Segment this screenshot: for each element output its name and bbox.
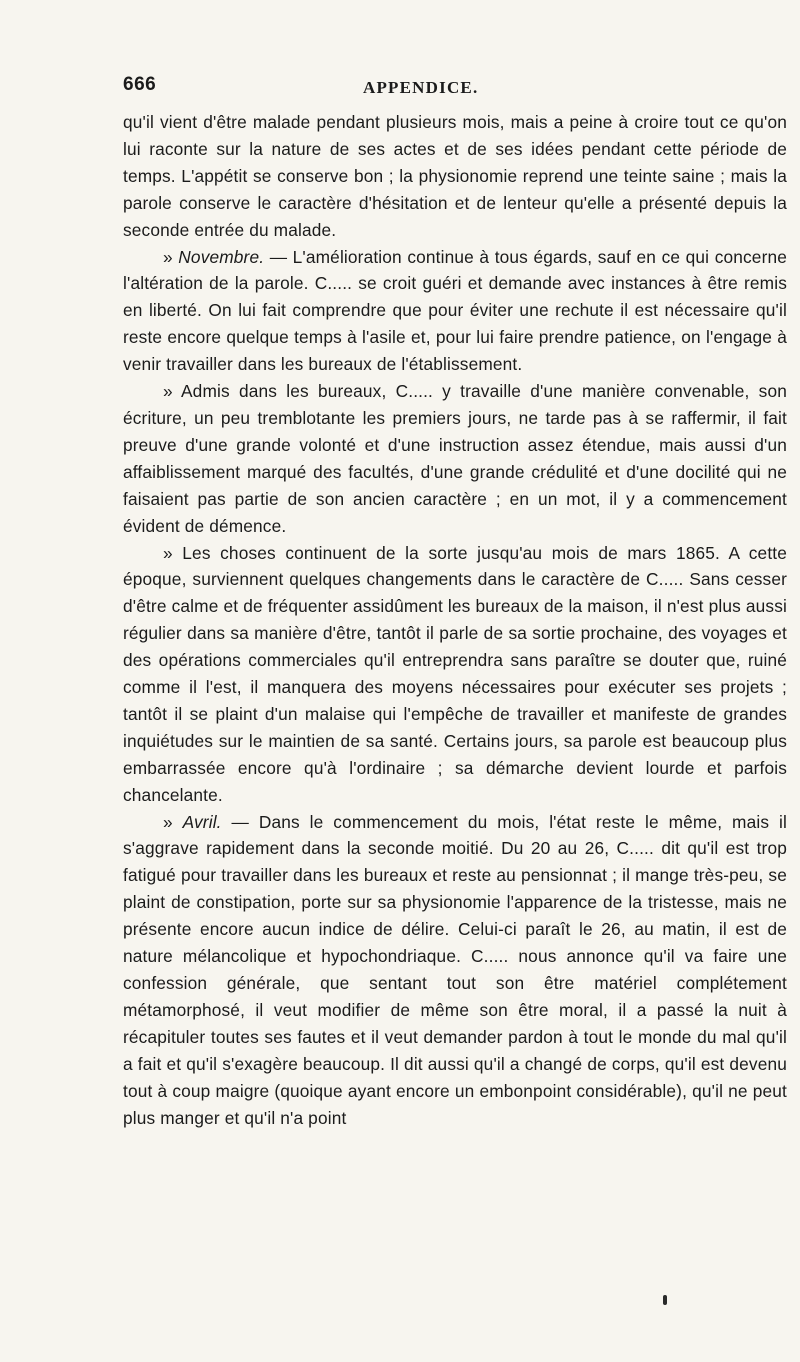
body-text	[123, 109, 787, 1131]
paragraph-2-lead: »	[163, 246, 179, 267]
ink-mark	[663, 1295, 667, 1305]
paragraph-1-text: qu'il vient d'être malade pendant plusieurs mois, mais a peine à croire tout ce qu'on lui raconte sur la nature de ses actes et de ses idées pendant cette période de temps. L'appétit se conserve bon ; la physionomie reprend une teinte saine ; mais la parole conserve le caractère d'hésitation et de lenteur qu'elle a présenté depuis la seconde entrée du malade.	[123, 112, 787, 240]
paragraph-3	[123, 378, 787, 539]
page-header	[123, 74, 785, 106]
running-head: APPENDICE.	[363, 78, 479, 97]
paragraph-3-text: » Admis dans les bureaux, C..... y travaille d'une manière convenable, son écriture, un peu tremblotante les premiers jours, ne tarde pas à se raffermir, il fait preuve d'une grande volonté et d'une instruction assez étendue, mais aussi d'un affaiblissement marqué des facultés, d'une grande crédulité et d'une docilité qui ne faisaient pas partie de son ancien caractère ; en un mot, il y a commencement évident de démence.	[123, 381, 787, 536]
paragraph-5	[123, 809, 787, 1132]
paragraph-4	[123, 540, 787, 809]
paragraph-2-date-label: Novembre.	[178, 246, 265, 267]
paragraph-1	[123, 109, 787, 244]
paragraph-5-date-label: Avril.	[182, 811, 222, 832]
paragraph-2	[123, 244, 787, 379]
paragraph-5-text: — Dans le commencement du mois, l'état reste le même, mais il s'aggrave rapidement dans la seconde moitié. Du 20 au 26, C..... dit qu'il est trop fatigué pour travailler dans les bureaux et reste au pensionnat ; il mange très-peu, se plaint de constipation, porte sur sa physionomie l'apparence de la tristesse, mais ne présente encore aucun indice de délire. Celui-ci paraît le 26, au matin, il est de nature mélancolique et hypochondriaque. C..... nous annonce qu'il va faire une confession générale, que sentant tout son être matériel complétement métamorphosé, il veut modifier de même son être moral, il a passé la nuit à récapituler toutes ses fautes et il veut demander pardon à tout le monde du mal qu'il a fait et qu'il s'exagère beaucoup. Il dit aussi qu'il a changé de corps, qu'il est devenu tout à coup maigre (quoique ayant encore un embonpoint considérable), qu'il ne peut plus manger et qu'il n'a point	[123, 811, 787, 1128]
paragraph-2-text: — L'amélioration continue à tous égards, sauf en ce qui concerne l'altération de la parole. C..... se croit guéri et demande avec instances à être remis en liberté. On lui fait comprendre que pour éviter une rechute il est nécessaire qu'il reste encore quelque temps à l'asile et, pour lui faire prendre patience, on l'engage à venir travailler dans les bureaux de l'établissement.	[123, 246, 787, 375]
page-number: 666	[123, 74, 157, 95]
paragraph-5-lead: »	[163, 811, 183, 832]
paragraph-4-text: » Les choses continuent de la sorte jusqu'au mois de mars 1865. A cette époque, surviennent quelques changements dans le caractère de C..... Sans cesser d'être calme et de fréquenter assidûment les bureaux de la maison, il n'est plus aussi régulier dans sa manière d'être, tantôt il parle de sa sortie prochaine, des voyages et des opérations commerciales qu'il entreprendra sans paraître se douter que, ruiné comme il l'est, il manquera des moyens nécessaires pour exécuter ses projets ; tantôt il se plaint d'un malaise qui l'empêche de travailler et manifeste de grandes inquiétudes sur le maintien de sa santé. Certains jours, sa parole est beaucoup plus embarrassée encore qu'à l'ordinaire ; sa démarche devient lourde et parfois chancelante.	[123, 542, 787, 805]
